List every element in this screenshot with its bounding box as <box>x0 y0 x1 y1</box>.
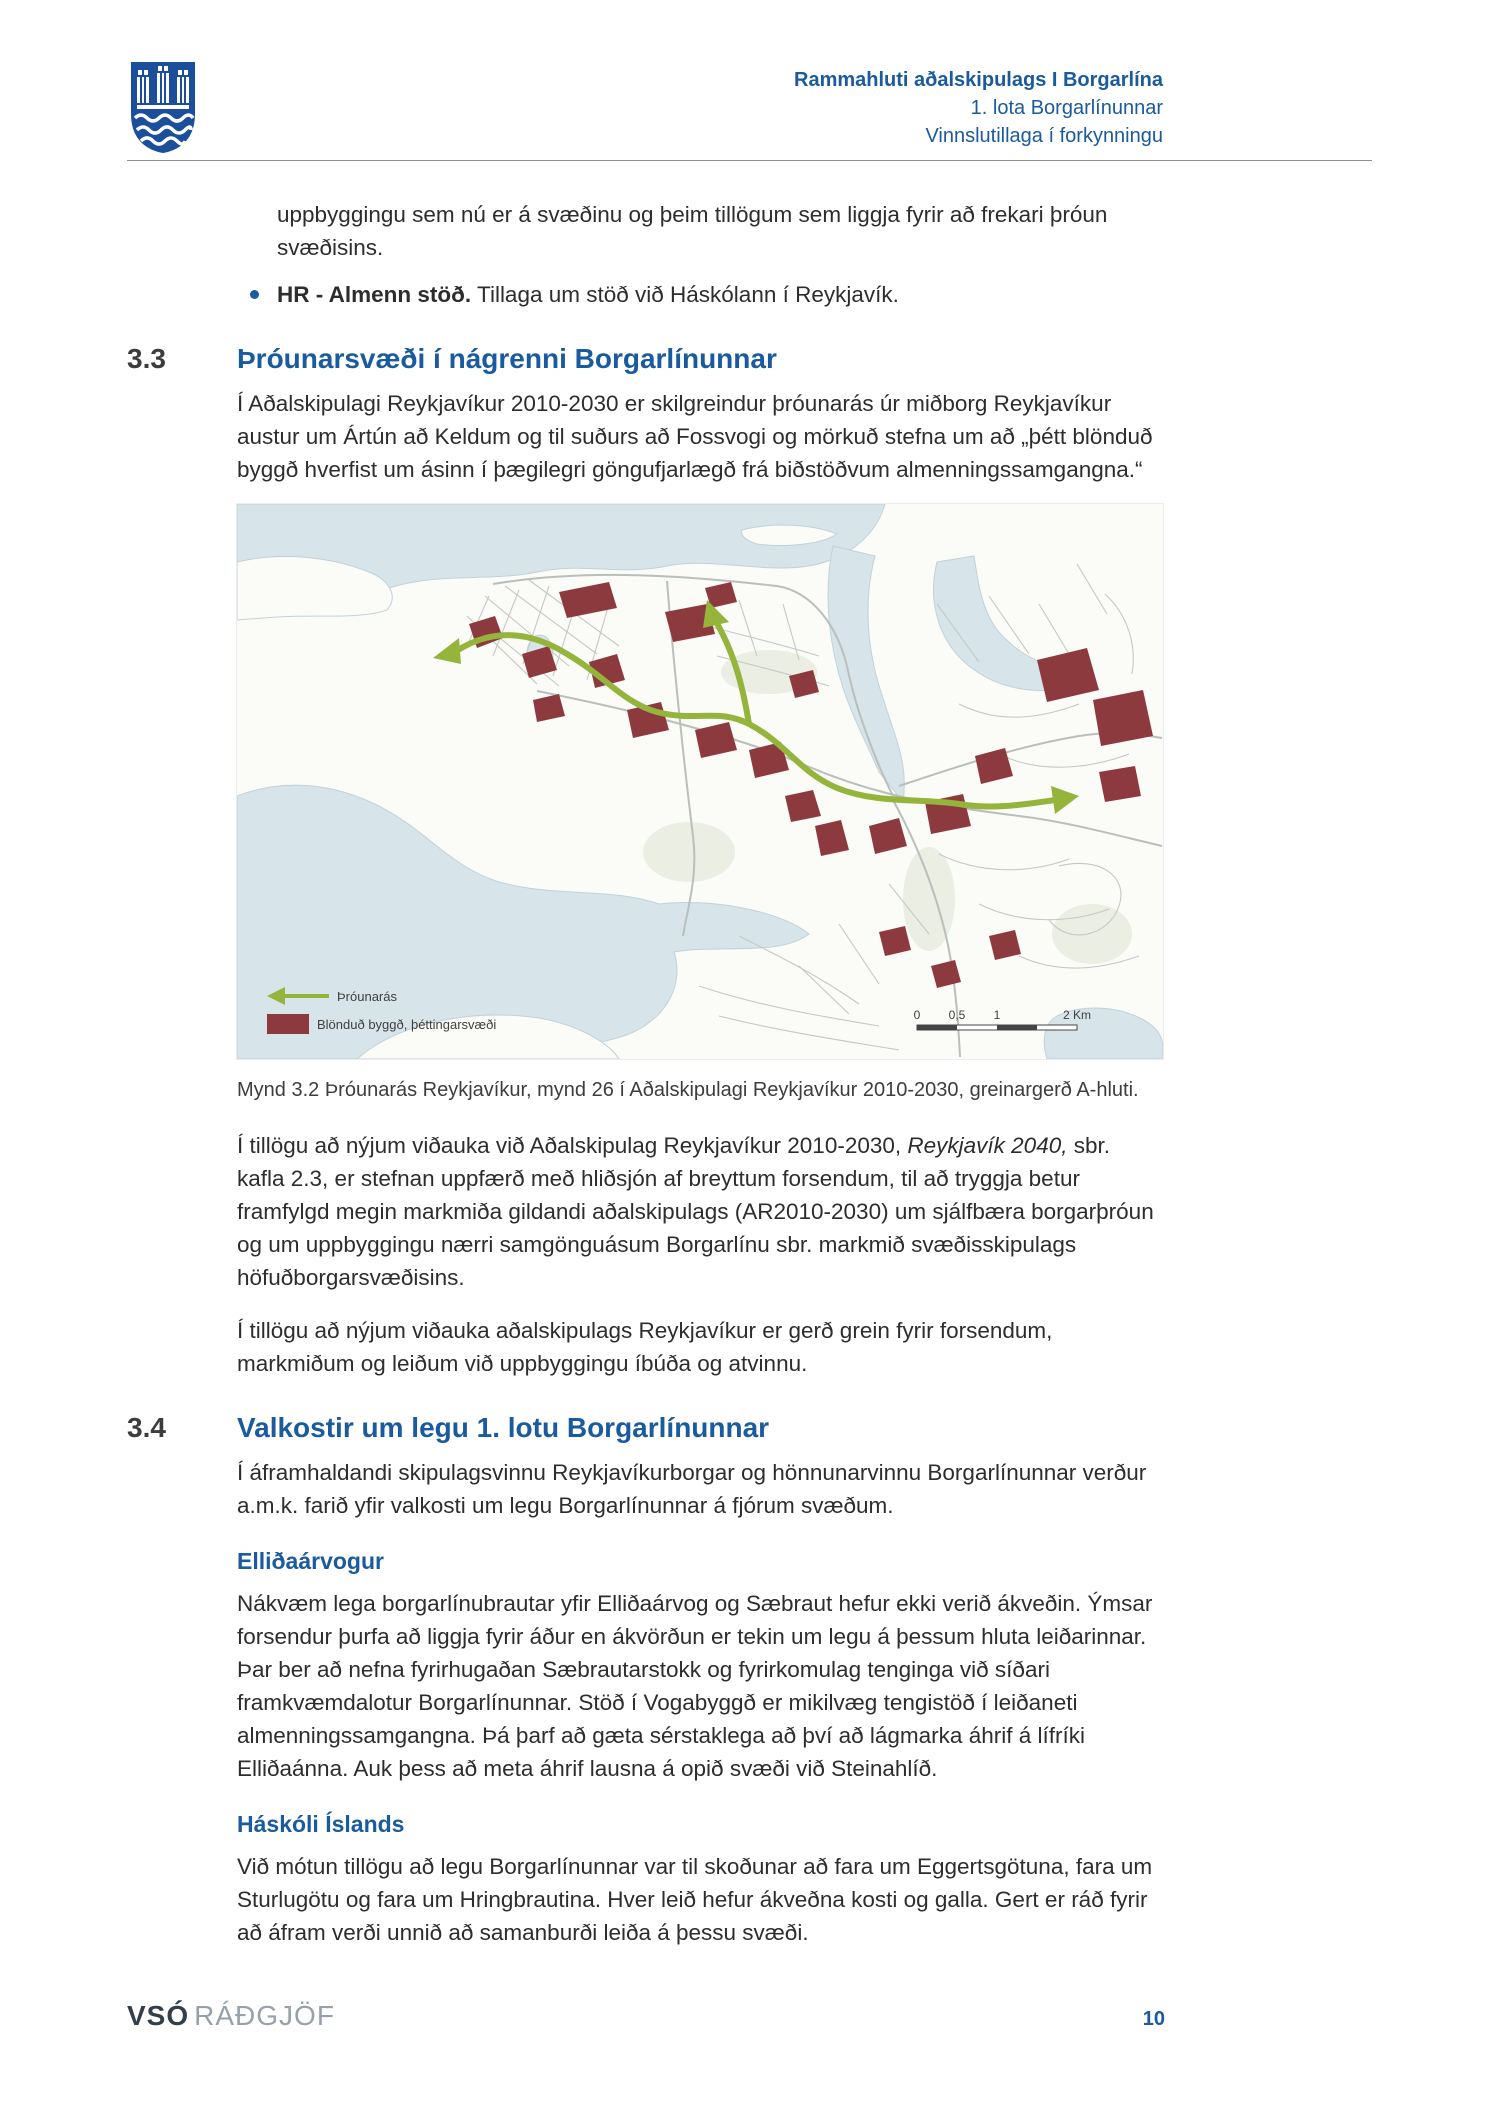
header-subtitle-1: 1. lota Borgarlínunnar <box>970 97 1163 119</box>
paragraph-italic: Reykjavík 2040, <box>907 1133 1068 1158</box>
map-figure <box>237 504 1163 1103</box>
section-title: Valkostir um legu 1. lotu Borgarlínunnar <box>237 1412 770 1443</box>
legend-axis-label: Þróunarás <box>337 989 397 1004</box>
scale-1: 1 <box>993 1008 1001 1022</box>
scale-2: 2 Km <box>1062 1008 1092 1022</box>
paragraph: Við mótun tillögu að legu Borgarlínunnar var til skoðunar að fara um Eggertsgötuna, fara um Sturlugötu og fara um Hringbrautina. Hver leið hefur ákveðna kosti og galla. Gert er ráð fyrir að áfram verði unnið að samanburði leiða á þessu svæði. <box>237 1854 1153 1945</box>
subsection-heading-haskoli-islands: Háskóli Íslands <box>237 1811 405 1837</box>
reykjavik-coat-of-arms-logo <box>127 60 199 156</box>
paragraph-text: Í tillögu að nýjum viðauka við Aðalskipulag Reykjavíkur 2010-2030, <box>237 1133 908 1158</box>
reykjavik-development-axis-map <box>237 504 1163 1059</box>
section-title: Þróunarsvæði í nágrenni Borgarlínunnar <box>237 343 777 374</box>
legend-area-swatch <box>267 1014 309 1034</box>
subsection-heading-ellidaarvogur: Elliðaárvogur <box>237 1548 384 1574</box>
paragraph: Í áframhaldandi skipulagsvinnu Reykjavíkurborgar og hönnunarvinnu Borgarlínunnar verður a.m.k. farið yfir valkosti um legu Borgarlínunnar á fjórum svæðum. <box>237 1460 1147 1518</box>
figure-caption: Mynd 3.2 Þróunarás Reykjavíkur, mynd 26 í Aðalskipulagi Reykjavíkur 2010-2030, greinargerð A-hluti. <box>237 1079 1139 1101</box>
scale-05: 0,5 <box>948 1008 966 1022</box>
page-number: 10 <box>1142 2008 1165 2030</box>
legend-area-label: Blönduð byggð, þéttingarsvæði <box>317 1017 497 1032</box>
section-number: 3.4 <box>127 1412 166 1443</box>
coat-of-arms-icon <box>127 60 199 156</box>
header-title: Rammahluti aðalskipulags I Borgarlína <box>794 69 1163 91</box>
paragraph: Nákvæm lega borgarlínubrautar yfir Elliðaárvog og Sæbraut hefur ekki verið ákveðin. Ýmsar forsendur þurfa að liggja fyrir áður en ákvörðun er tekin um legu á þessum hluta leiðarinnar. Þar ber að nefna fyrirhugaðan Sæbrautarstokk og fyrirkomulag tenginga við síðari framkvæmdalotur Borgarlínunnar. Stöð í Vogabyggð er mikilvæg tengistöð í leiðaneti almenningssamgangna. Þá þarf að gæta sérstaklega að því að lágmarka áhrif á lífríki Elliðaánna. Auk þess að meta áhrif lausna á opið svæði við Steinahlíð. <box>237 1591 1153 1781</box>
paragraph-text: sbr. kafla 2.3, er stefnan uppfærð með hliðsjón af breyttum forsendum, til að tryggja betur framfylgd megin markmiða gildandi aðalskipulags (AR2010-2030) um sjálfbæra borgarþróun og um uppbyggingu nærri samgönguásum Borgarlínu sbr. markmið svæðisskipulags höfuðborgarsvæðisins. <box>237 1133 1154 1290</box>
paragraph: Í tillögu að nýjum viðauka aðalskipulags Reykjavíkur er gerð grein fyrir forsendum, markmiðum og leiðum við uppbyggingu íbúða og atvinnu. <box>237 1318 1053 1376</box>
header-divider <box>127 160 1372 161</box>
bullet-icon <box>250 290 259 299</box>
vso-radgjof-logo <box>127 2000 335 2032</box>
page-footer <box>127 2000 1165 2032</box>
paragraph <box>237 1129 1163 1294</box>
scale-0: 0 <box>913 1008 921 1022</box>
section-heading-3-3 <box>127 343 1500 375</box>
paragraph: Í Aðalskipulagi Reykjavíkur 2010-2030 er skilgreindur þróunarás úr miðborg Reykjavíkur austur um Ártún að Keldum og til suðurs að Fossvogi og mörkuð stefna um að „þétt blönduð byggð hverfist um ásinn í þægilegri göngufjarlægð frá biðstöðvum almenningssamgangna.“ <box>237 391 1153 482</box>
list-item <box>250 278 1163 311</box>
section-number: 3.3 <box>127 343 166 374</box>
section-heading-3-4 <box>127 1412 1500 1444</box>
paragraph-continuation: uppbyggingu sem nú er á svæðinu og þeim tillögum sem liggja fyrir að frekari þróun svæðisins. <box>277 202 1108 260</box>
brand-light: RÁÐGJÖF <box>194 2000 335 2031</box>
list-item-text <box>277 278 899 311</box>
header-subtitle-2: Vinnslutillaga í forkynningu <box>925 125 1163 147</box>
document-header <box>794 66 1163 150</box>
brand-bold: VSÓ <box>127 2000 190 2031</box>
list-item-rest: Tillaga um stöð við Háskólann í Reykjavík. <box>477 282 899 307</box>
page-content <box>0 198 1500 1949</box>
list-item-bold: HR - Almenn stöð. <box>277 282 472 307</box>
